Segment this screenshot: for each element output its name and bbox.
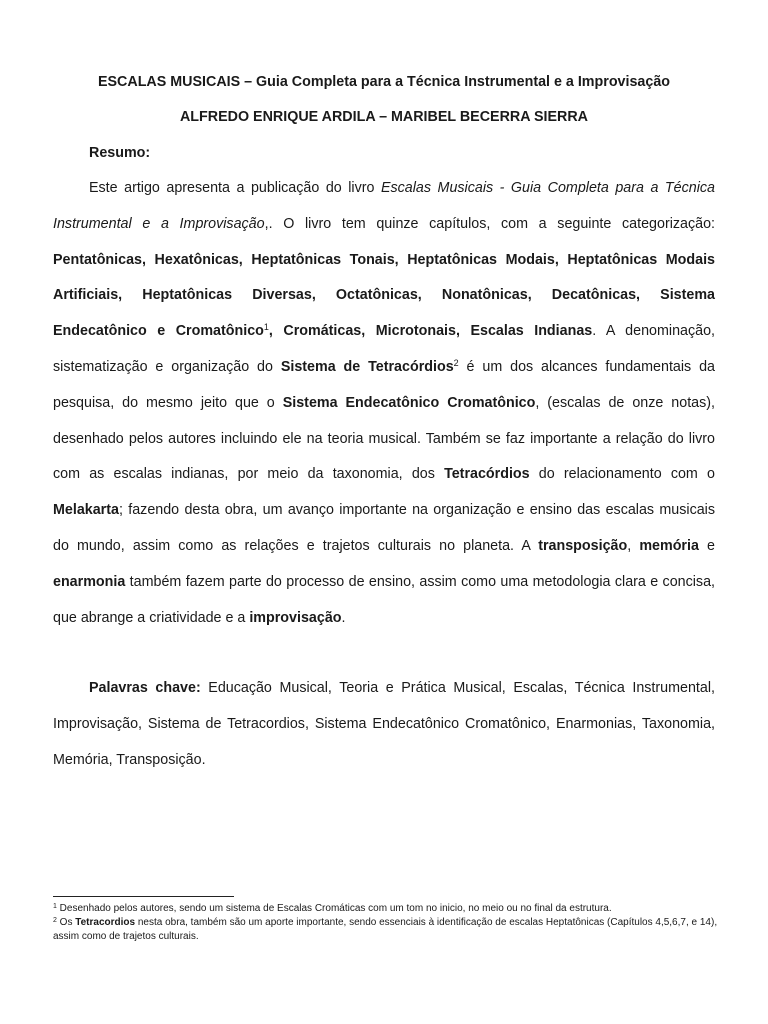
bold-term: Sistema de Tetracórdios xyxy=(280,358,454,375)
footnote-2 xyxy=(53,916,718,944)
bold-term: , Cromáticas, Microtonais, Escalas Indianas xyxy=(268,323,593,340)
bold-term: memória xyxy=(639,537,699,554)
text-run: , xyxy=(627,537,640,554)
footnote-ref: 2 xyxy=(453,357,459,368)
abstract-paragraph xyxy=(53,171,715,636)
bold-term: Tetracórdios xyxy=(444,466,530,483)
footnote-ref: 2 xyxy=(53,917,57,924)
italic-title: Escalas Musicais - Guia Completa para a Técnica Instrumental e a Improvisação xyxy=(53,180,715,232)
bold-term: improvisação xyxy=(249,609,342,626)
bold-term: Pentatônicas, Hexatônicas, Heptatônicas Tonais, Heptatônicas Modais, Heptatônicas Modais Artificiais, Heptatônicas Diversas, Octatônicas, Nonatônicas, Decatônicas, Sistema Endecatônico e Cromatônico xyxy=(53,251,715,340)
footnote-ref: 1 xyxy=(53,903,57,910)
footnotes xyxy=(53,902,718,944)
text-run: . xyxy=(341,609,346,626)
document-title: ESCALAS MUSICAIS – Guia Completa para a Técnica Instrumental e a Improvisação xyxy=(97,74,671,90)
text-run: . A denominação, sistematização e organização do xyxy=(53,323,715,375)
footnote-separator xyxy=(53,896,234,897)
abstract-heading: Resumo: xyxy=(89,145,151,161)
authors-line: ALFREDO ENRIQUE ARDILA – MARIBEL BECERRA SIERRA xyxy=(179,109,588,125)
text-run: Desenhado pelos autores, sendo um sistema de Escalas Cromáticas com um tom no inicio, no meio ou no final da estrutura. xyxy=(56,903,612,914)
bold-term: Sistema Endecatônico Cromatônico xyxy=(282,394,536,411)
text-run: e xyxy=(698,537,715,554)
text-run: Este artigo apresenta a publicação do livro xyxy=(89,180,381,196)
text-run: nesta obra, também são um aporte importante, sendo essenciais à identificação de escalas Heptatônicas (Capítulos 4,5,6,7, e 14), assim como de trajetos culturais. xyxy=(53,917,718,942)
bold-term: Palavras chave: xyxy=(89,680,201,696)
text-run: do relacionamento com o xyxy=(529,466,715,483)
text-run: ,. O livro tem quinze capítulos, com a seguinte categorização: xyxy=(264,215,715,232)
footnote-1 xyxy=(53,902,718,916)
bold-term: enarmonia xyxy=(53,573,126,590)
text-run: ; fazendo desta obra, um avanço importante na organização e ensino das escalas musicais do mundo, assim como as relações e trajetos culturais no planeta. A xyxy=(53,502,715,554)
keywords-paragraph xyxy=(53,671,715,778)
text-run: Educação Musical, Teoria e Prática Musical, Escalas, Técnica Instrumental, Improvisação, Sistema de Tetracordios, Sistema Endecatônico Cromatônico, Enarmonias, Taxonomia, Memória, Transposição. xyxy=(53,680,715,768)
text-run: também fazem parte do processo de ensino, assim como uma metodologia clara e concisa, que abrange a criatividade e a xyxy=(53,573,715,626)
text-run: Os xyxy=(56,917,76,928)
footnote-ref: 1 xyxy=(263,322,269,333)
bold-term: Melakarta xyxy=(53,502,119,519)
bold-term: Tetracordios xyxy=(75,917,136,928)
text-run: é um dos alcances fundamentais da pesquisa, do mesmo jeito que o xyxy=(53,358,715,411)
bold-term: transposição xyxy=(538,537,628,554)
text-run: , (escalas de onze notas), desenhado pelos autores incluindo ele na teoria musical. Também se faz importante a relação do livro com as escalas indianas, por meio da taxonomia, dos xyxy=(53,394,715,483)
